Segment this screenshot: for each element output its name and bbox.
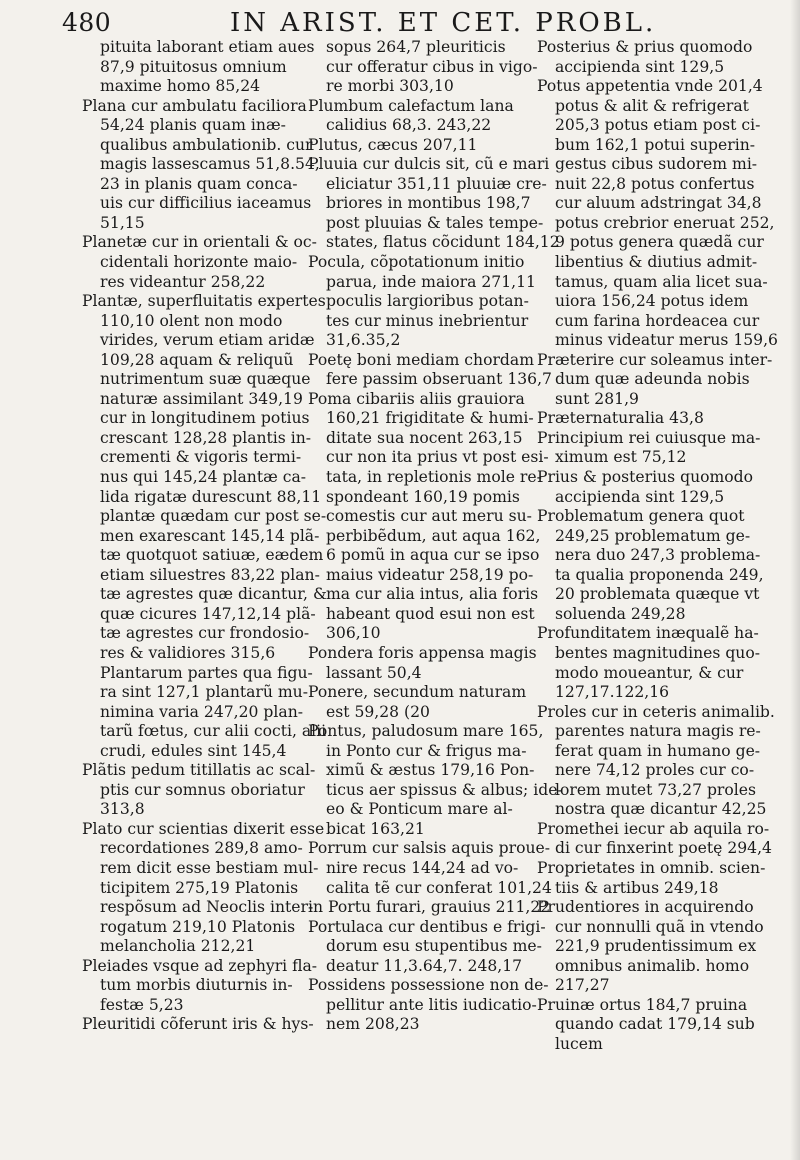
index-line: lorem mutet 73,27 proles	[555, 780, 756, 799]
index-line: briores in montibus 198,7	[326, 194, 531, 213]
index-line: Pluuia cur dulcis sit, cũ e mari	[308, 155, 550, 174]
index-line: calidius 68,3. 243,22	[326, 116, 492, 135]
index-line: cidentali horizonte maio-	[100, 253, 298, 272]
index-line: cur aluum adstringat 34,8	[555, 194, 762, 213]
index-line: Proprietates in omnib. scien-	[537, 858, 766, 877]
index-line: accipienda sint 129,5	[555, 57, 725, 76]
index-line: 23 in planis quam conca-	[100, 174, 298, 193]
index-line: ticus aer spissus & albus; ide-	[326, 780, 563, 799]
index-line: Prius & posterius quomodo	[537, 468, 754, 487]
index-line: Plumbum calefactum lana	[308, 96, 514, 115]
index-line: rogatum 219,10 Platonis	[100, 917, 296, 936]
index-line: spondeant 160,19 pomis	[326, 487, 520, 506]
index-line: etiam siluestres 83,22 plan-	[100, 565, 320, 584]
index-line: tata, in repletionis mole re-	[326, 468, 542, 487]
index-line: 54,24 planis quam inæ-	[100, 116, 286, 135]
index-line: Profunditatem inæqualẽ ha-	[537, 624, 759, 643]
index-line: nire recus 144,24 ad vo-	[326, 858, 519, 877]
index-line: ma cur alia intus, alia foris	[326, 585, 539, 604]
index-line: dorum esu stupentibus me-	[326, 937, 542, 956]
index-line: ferat quam in humano ge-	[555, 741, 761, 760]
index-line: omnibus animalib. homo	[555, 956, 750, 975]
index-line: virides, verum etiam aridæ	[100, 331, 315, 350]
index-line: Planetæ cur in orientali & oc-	[82, 233, 317, 252]
index-line: respõsum ad Neoclis inter-	[100, 898, 314, 917]
index-column-right	[537, 38, 785, 1054]
index-line: 313,8	[100, 800, 145, 819]
index-line: Promethei iecur ab aquila ro-	[537, 819, 770, 838]
index-line: Principium rei cuiusque ma-	[537, 428, 761, 447]
index-line: ta qualia proponenda 249,	[555, 565, 764, 584]
index-line: lassant 50,4	[326, 663, 422, 682]
index-line: maius videatur 258,19 po-	[326, 565, 534, 584]
index-line: nostra quæ dicantur 42,25	[555, 800, 767, 819]
index-line: Pondera foris appensa magis	[308, 643, 537, 662]
index-line: potus crebrior eneruat 252,	[555, 213, 775, 232]
index-line: festæ 5,23	[100, 995, 184, 1014]
index-line: est 59,28 (20	[326, 702, 430, 721]
index-line: habeant quod esui non est	[326, 604, 535, 623]
index-line: 249,25 problematum ge-	[555, 526, 751, 545]
index-line: ximũ & æstus 179,16 Pon-	[326, 761, 535, 780]
index-line: Pocula, cõpotationum initio	[308, 253, 525, 272]
index-line: states, flatus cõcidunt 184,12	[326, 233, 560, 252]
index-line: Plantarum partes qua figu-	[100, 663, 313, 682]
index-line: 160,21 frigiditate & humi-	[326, 409, 534, 428]
index-line: tes cur minus inebrientur	[326, 311, 529, 330]
index-line: Plana cur ambulatu faciliora	[82, 96, 307, 115]
index-line: accipienda sint 129,5	[555, 487, 725, 506]
index-line: tum morbis diuturnis in-	[100, 976, 293, 995]
index-line: qualibus ambulationib. cur	[100, 135, 313, 154]
index-line: re morbi 303,10	[326, 77, 454, 96]
index-column-left	[82, 38, 327, 1035]
index-line: tæ agrestes quæ dicantur, &	[100, 585, 327, 604]
index-line: quando cadat 179,14 sub	[555, 1015, 755, 1034]
index-line: soluenda 249,28	[555, 604, 686, 623]
index-line: nera duo 247,3 problema-	[555, 546, 761, 565]
index-line: melancholia 212,21	[100, 937, 256, 956]
index-line: 205,3 potus etiam post ci-	[555, 116, 761, 135]
index-line: 9 potus genera quædã cur	[555, 233, 764, 252]
index-line: parua, inde maiora 271,11	[326, 272, 536, 291]
index-line: Portulaca cur dentibus e frigi-	[308, 917, 546, 936]
index-line: 20 problemata quæque vt	[555, 585, 760, 604]
index-line: pellitur ante litis iudicatio-	[326, 995, 537, 1014]
index-line: eo & Ponticum mare al-	[326, 800, 513, 819]
index-line: uis cur difficilius iaceamus	[100, 194, 312, 213]
index-line: comestis cur aut meru su-	[326, 507, 532, 526]
index-line: 306,10	[326, 624, 381, 643]
index-line: Prudentiores in acquirendo	[537, 898, 754, 917]
index-line: tæ agrestes cur frondosio-	[100, 624, 310, 643]
index-column-middle	[308, 38, 563, 1035]
index-line: cum farina hordeacea cur	[555, 311, 760, 330]
index-line: res videantur 258,22	[100, 272, 266, 291]
index-line: eliciatur 351,11 pluuiæ cre-	[326, 174, 547, 193]
index-line: Plantæ, superfluitatis expertes	[82, 292, 326, 311]
index-line: poculis largioribus potan-	[326, 292, 529, 311]
running-head: IN ARIST. ET CET. PROBL.	[230, 8, 657, 38]
index-line: Præterire cur soleamus inter-	[537, 350, 773, 369]
index-line: Plãtis pedum titillatis ac scal-	[82, 761, 316, 780]
page-edge-shadow	[790, 0, 800, 1160]
index-line: tamus, quam alia licet sua-	[555, 272, 768, 291]
index-line: Proles cur in ceteris animalib.	[537, 702, 775, 721]
index-line: modo moueantur, & cur	[555, 663, 744, 682]
index-line: nem 208,23	[326, 1015, 420, 1034]
index-line: ticipitem 275,19 Platonis	[100, 878, 299, 897]
index-line: lida rigatæ durescunt 88,11	[100, 487, 322, 506]
index-line: 221,9 prudentissimum ex	[555, 937, 757, 956]
index-line: maxime homo 85,24	[100, 77, 261, 96]
index-line: Potus appetentia vnde 201,4	[537, 77, 763, 96]
index-line: Pruinæ ortus 184,7 pruina	[537, 995, 748, 1014]
index-line: Pontus, paludosum mare 165,	[308, 722, 544, 741]
index-line: libentius & diutius admit-	[555, 253, 758, 272]
index-line: perbibẽdum, aut aqua 162,	[326, 526, 541, 545]
index-line: 110,10 olent non modo	[100, 311, 283, 330]
index-line: 109,28 aquam & reliquũ	[100, 350, 294, 369]
index-line: tarũ fœtus, cur alii cocti, alii	[100, 722, 327, 741]
index-line: Problematum genera quot	[537, 507, 745, 526]
index-line: 51,15	[100, 213, 145, 232]
index-line: parentes natura magis re-	[555, 722, 761, 741]
index-line: nutrimentum suæ quæque	[100, 370, 311, 389]
index-line: di cur finxerint poetę 294,4	[555, 839, 772, 858]
index-line: Pleiades vsque ad zephyri fla-	[82, 956, 318, 975]
index-line: Porrum cur salsis aquis proue-	[308, 839, 550, 858]
index-line: ptis cur somnus oboriatur	[100, 780, 305, 799]
index-line: deatur 11,3.64,7. 248,17	[326, 956, 523, 975]
index-line: ximum est 75,12	[555, 448, 687, 467]
index-line: sunt 281,9	[555, 389, 639, 408]
index-line: Poetę boni mediam chordam	[308, 350, 534, 369]
index-line: bum 162,1 potui superin-	[555, 135, 756, 154]
index-line: ditate sua nocent 263,15	[326, 428, 523, 447]
index-line: cur non ita prius vt post esi-	[326, 448, 549, 467]
index-line: bentes magnitudines quo-	[555, 643, 760, 662]
index-line: Plutus, cæcus 207,11	[308, 135, 478, 154]
index-line: rem dicit esse bestiam mul-	[100, 858, 319, 877]
index-line: cur nonnulli quã in vtendo	[555, 917, 764, 936]
index-line: minus videatur merus 159,6	[555, 331, 778, 350]
index-line: nuit 22,8 potus confertus	[555, 174, 755, 193]
index-line: Præternaturalia 43,8	[537, 409, 704, 428]
index-line: Pleuritidi cõferunt iris & hys-	[82, 1015, 314, 1034]
index-line: magis lassescamus 51,8.54,	[100, 155, 320, 174]
index-line: nere 74,12 proles cur co-	[555, 761, 755, 780]
index-line: crudi, edules sint 145,4	[100, 741, 287, 760]
index-line: Poma cibariis aliis grauiora	[308, 389, 525, 408]
index-line: uiora 156,24 potus idem	[555, 292, 749, 311]
index-line: Possidens possessione non de-	[308, 976, 549, 995]
index-line: nus qui 145,24 plantæ ca-	[100, 468, 307, 487]
index-line: 6 pomũ in aqua cur se ipso	[326, 546, 540, 565]
index-line: men exarescant 145,14 plã-	[100, 526, 320, 545]
index-line: crescant 128,28 plantis in-	[100, 428, 312, 447]
page-header	[62, 6, 782, 40]
index-line: bicat 163,21	[326, 819, 425, 838]
index-line: pituita laborant etiam aues	[100, 38, 315, 56]
index-line: quæ cicures 147,12,14 plã-	[100, 604, 316, 623]
index-line: tiis & artibus 249,18	[555, 878, 719, 897]
page-number: 480	[62, 8, 112, 37]
index-line: calita tẽ cur conferat 101,24	[326, 878, 552, 897]
index-line: gestus cibus sudorem mi-	[555, 155, 758, 174]
index-line: nimina varia 247,20 plan-	[100, 702, 304, 721]
index-line: 31,6.35,2	[326, 331, 401, 350]
index-line: dum quæ adeunda nobis	[555, 370, 750, 389]
index-line: lucem	[555, 1034, 603, 1053]
index-line: 127,17.122,16	[555, 683, 670, 702]
index-line: cur offeratur cibus in vigo-	[326, 57, 538, 76]
index-line: potus & alit & refrigerat	[555, 96, 749, 115]
index-line: 217,27	[555, 976, 610, 995]
index-line: post pluuias & tales tempe-	[326, 213, 544, 232]
index-line: plantæ quædam cur post se-	[100, 507, 327, 526]
index-line: tæ quotquot satiuæ, eædem	[100, 546, 324, 565]
index-line: recordationes 289,8 amo-	[100, 839, 303, 858]
index-line: sopus 264,7 pleuriticis	[326, 38, 506, 56]
index-line: res & validiores 315,6	[100, 643, 276, 662]
index-line: cur in longitudinem potius	[100, 409, 310, 428]
index-line: Plato cur scientias dixerit esse	[82, 819, 325, 838]
index-line: in Ponto cur & frigus ma-	[326, 741, 527, 760]
index-line: 87,9 pituitosus omnium	[100, 57, 287, 76]
index-line: ra sint 127,1 plantarũ mu-	[100, 683, 308, 702]
index-line: Posterius & prius quomodo	[537, 38, 753, 56]
index-line: Ponere, secundum naturam	[308, 683, 527, 702]
index-line: fere passim obseruant 136,7	[326, 370, 552, 389]
index-line: naturæ assimilant 349,19	[100, 389, 303, 408]
index-line: in Portu furari, grauius 211,22	[308, 898, 551, 917]
index-line: crementi & vigoris termi-	[100, 448, 302, 467]
